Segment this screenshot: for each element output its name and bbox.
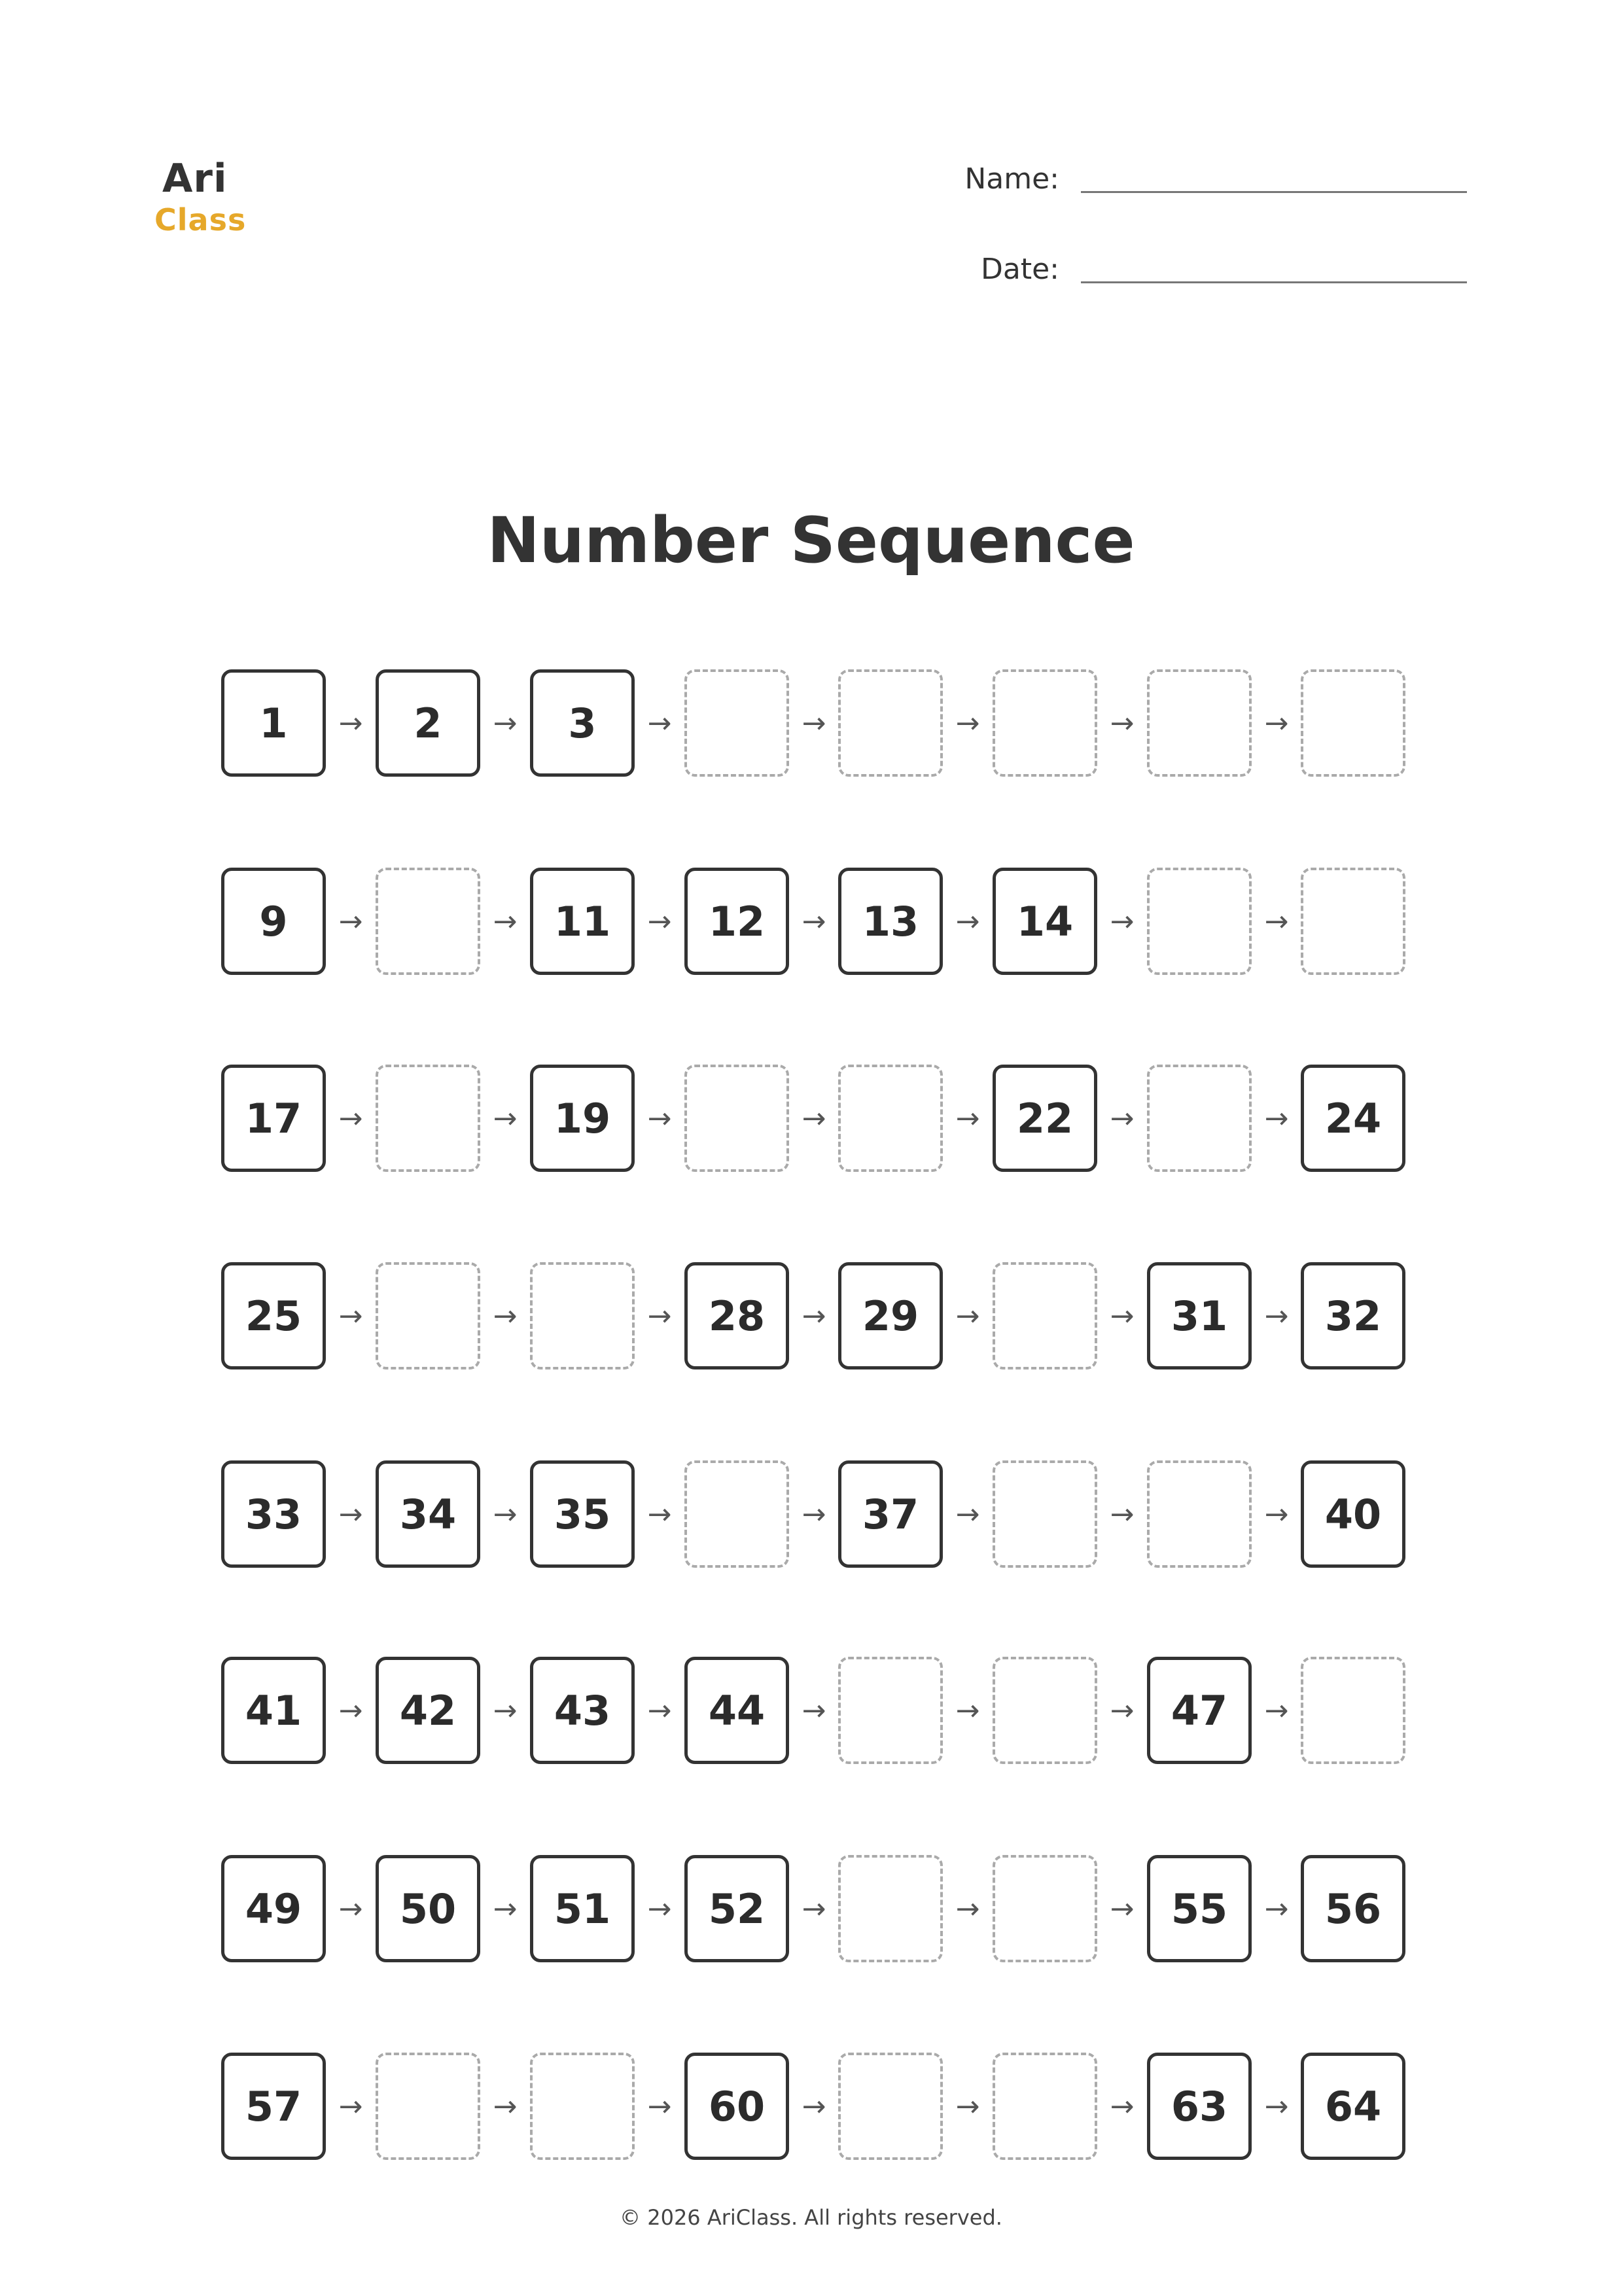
number-box: 9 (221, 868, 326, 975)
arrow-right-icon: → (493, 904, 518, 938)
number-box: 43 (530, 1657, 635, 1764)
arrow-right-icon: → (1264, 1101, 1289, 1135)
blank-answer-box[interactable] (530, 2053, 635, 2160)
blank-answer-box[interactable] (684, 1065, 789, 1172)
number-box: 33 (221, 1460, 326, 1568)
arrow-right-icon: → (802, 2089, 826, 2123)
number-box: 24 (1301, 1065, 1405, 1172)
number-box: 49 (221, 1855, 326, 1962)
blank-answer-box[interactable] (1301, 1657, 1405, 1764)
name-label: Name: (964, 162, 1059, 196)
arrow-right-icon: → (1264, 1693, 1289, 1727)
number-box: 3 (530, 669, 635, 777)
number-box: 64 (1301, 2053, 1405, 2160)
number-box: 17 (221, 1065, 326, 1172)
number-box: 50 (376, 1855, 480, 1962)
logo-class-text: Class (154, 202, 247, 238)
arrow-right-icon: → (802, 904, 826, 938)
blank-answer-box[interactable] (684, 669, 789, 777)
arrow-right-icon: → (647, 706, 672, 740)
blank-answer-box[interactable] (993, 1855, 1097, 1962)
blank-answer-box[interactable] (993, 1262, 1097, 1369)
arrow-right-icon: → (647, 1693, 672, 1727)
arrow-right-icon: → (647, 2089, 672, 2123)
arrow-right-icon: → (955, 1101, 980, 1135)
arrow-right-icon: → (647, 1299, 672, 1333)
arrow-right-icon: → (493, 1892, 518, 1926)
number-box: 29 (838, 1262, 943, 1369)
number-box: 56 (1301, 1855, 1405, 1962)
number-box: 44 (684, 1657, 789, 1764)
arrow-right-icon: → (338, 1693, 363, 1727)
blank-answer-box[interactable] (376, 868, 480, 975)
blank-answer-box[interactable] (838, 1855, 943, 1962)
arrow-right-icon: → (1110, 706, 1135, 740)
number-box: 22 (993, 1065, 1097, 1172)
arrow-right-icon: → (1110, 1693, 1135, 1727)
worksheet-title: Number Sequence (487, 504, 1135, 577)
number-box: 37 (838, 1460, 943, 1568)
arrow-right-icon: → (493, 2089, 518, 2123)
copyright-footer: © 2026 AriClass. All rights reserved. (620, 2205, 1002, 2230)
number-box: 40 (1301, 1460, 1405, 1568)
arrow-right-icon: → (338, 2089, 363, 2123)
arrow-right-icon: → (1264, 1497, 1289, 1531)
blank-answer-box[interactable] (1147, 1460, 1252, 1568)
number-box: 55 (1147, 1855, 1252, 1962)
arrow-right-icon: → (802, 1299, 826, 1333)
blank-answer-box[interactable] (376, 2053, 480, 2160)
arrow-right-icon: → (1110, 1892, 1135, 1926)
arrow-right-icon: → (1110, 1101, 1135, 1135)
blank-answer-box[interactable] (376, 1262, 480, 1369)
arrow-right-icon: → (1264, 706, 1289, 740)
blank-answer-box[interactable] (376, 1065, 480, 1172)
arrow-right-icon: → (338, 1299, 363, 1333)
arrow-right-icon: → (338, 1497, 363, 1531)
number-box: 32 (1301, 1262, 1405, 1369)
arrow-right-icon: → (493, 1101, 518, 1135)
blank-answer-box[interactable] (684, 1460, 789, 1568)
arrow-right-icon: → (1264, 904, 1289, 938)
arrow-right-icon: → (647, 904, 672, 938)
blank-answer-box[interactable] (993, 1460, 1097, 1568)
blank-answer-box[interactable] (838, 1657, 943, 1764)
number-box: 19 (530, 1065, 635, 1172)
arrow-right-icon: → (955, 706, 980, 740)
arrow-right-icon: → (1110, 2089, 1135, 2123)
date-label: Date: (981, 253, 1059, 286)
number-box: 12 (684, 868, 789, 975)
blank-answer-box[interactable] (993, 1657, 1097, 1764)
number-box: 41 (221, 1657, 326, 1764)
blank-answer-box[interactable] (1147, 1065, 1252, 1172)
number-box: 28 (684, 1262, 789, 1369)
arrow-right-icon: → (955, 1299, 980, 1333)
number-box: 63 (1147, 2053, 1252, 2160)
number-box: 52 (684, 1855, 789, 1962)
arrow-right-icon: → (802, 1497, 826, 1531)
blank-answer-box[interactable] (838, 1065, 943, 1172)
arrow-right-icon: → (338, 1101, 363, 1135)
arrow-right-icon: → (493, 1693, 518, 1727)
arrow-right-icon: → (338, 706, 363, 740)
blank-answer-box[interactable] (1147, 868, 1252, 975)
number-box: 35 (530, 1460, 635, 1568)
number-box: 13 (838, 868, 943, 975)
number-box: 25 (221, 1262, 326, 1369)
number-box: 60 (684, 2053, 789, 2160)
arrow-right-icon: → (647, 1497, 672, 1531)
blank-answer-box[interactable] (838, 2053, 943, 2160)
arrow-right-icon: → (647, 1892, 672, 1926)
arrow-right-icon: → (647, 1101, 672, 1135)
number-box: 51 (530, 1855, 635, 1962)
arrow-right-icon: → (1264, 2089, 1289, 2123)
arrow-right-icon: → (955, 2089, 980, 2123)
blank-answer-box[interactable] (993, 669, 1097, 777)
number-box: 14 (993, 868, 1097, 975)
arrow-right-icon: → (493, 706, 518, 740)
arrow-right-icon: → (955, 904, 980, 938)
arrow-right-icon: → (493, 1497, 518, 1531)
number-box: 1 (221, 669, 326, 777)
blank-answer-box[interactable] (530, 1262, 635, 1369)
blank-answer-box[interactable] (1301, 868, 1405, 975)
arrow-right-icon: → (1110, 904, 1135, 938)
blank-answer-box[interactable] (1301, 669, 1405, 777)
arrow-right-icon: → (338, 904, 363, 938)
arrow-right-icon: → (493, 1299, 518, 1333)
arrow-right-icon: → (802, 706, 826, 740)
logo-ari-text: Ari (162, 156, 228, 202)
arrow-right-icon: → (802, 1693, 826, 1727)
arrow-right-icon: → (955, 1892, 980, 1926)
number-box: 34 (376, 1460, 480, 1568)
arrow-right-icon: → (955, 1693, 980, 1727)
blank-answer-box[interactable] (993, 2053, 1097, 2160)
arrow-right-icon: → (1110, 1497, 1135, 1531)
number-box: 57 (221, 2053, 326, 2160)
blank-answer-box[interactable] (838, 669, 943, 777)
number-box: 2 (376, 669, 480, 777)
arrow-right-icon: → (338, 1892, 363, 1926)
blank-answer-box[interactable] (1147, 669, 1252, 777)
number-box: 42 (376, 1657, 480, 1764)
number-box: 47 (1147, 1657, 1252, 1764)
arrow-right-icon: → (955, 1497, 980, 1531)
number-box: 31 (1147, 1262, 1252, 1369)
arrow-right-icon: → (802, 1101, 826, 1135)
arrow-right-icon: → (1264, 1892, 1289, 1926)
number-box: 11 (530, 868, 635, 975)
arrow-right-icon: → (1264, 1299, 1289, 1333)
arrow-right-icon: → (1110, 1299, 1135, 1333)
arrow-right-icon: → (802, 1892, 826, 1926)
